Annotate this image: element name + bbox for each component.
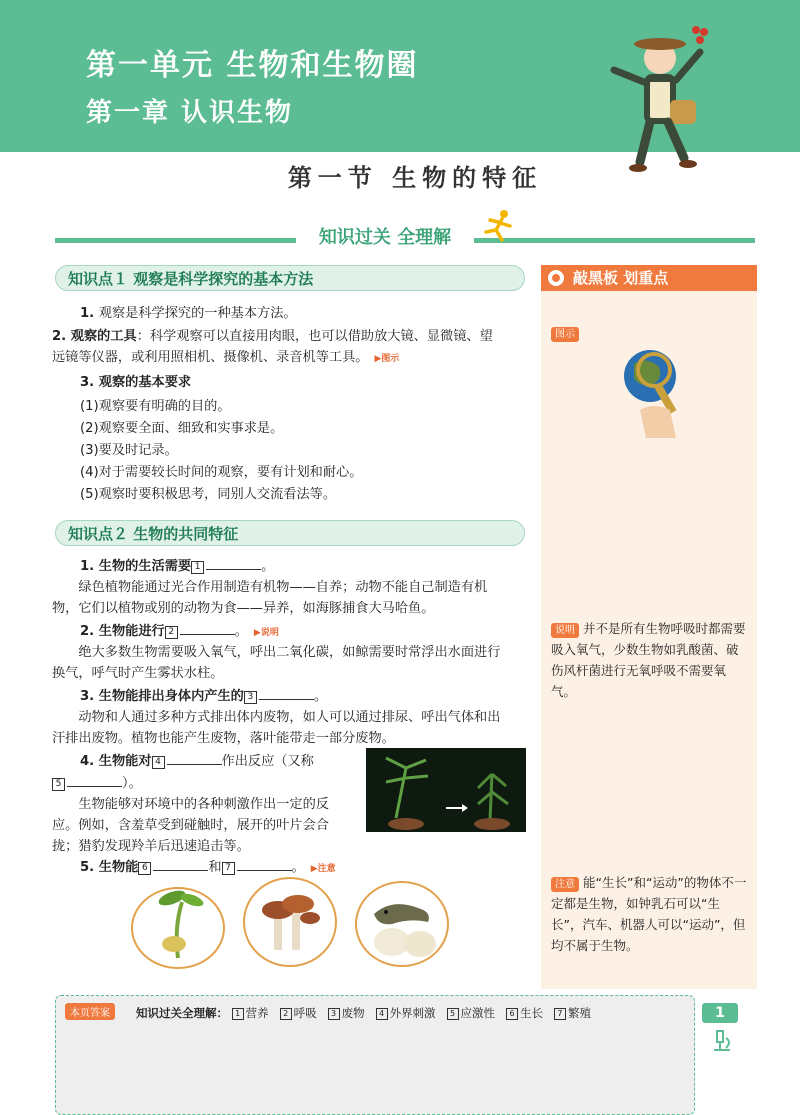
seedling-illustration bbox=[128, 878, 228, 970]
unit-title: 第一单元 生物和生物圈 bbox=[86, 48, 419, 83]
figure-tag: 图示 bbox=[551, 327, 579, 342]
kp1-item: (2)观察要全面、细致和实事求是。 bbox=[80, 421, 284, 436]
kp1-p1-text: 观察是科学探究的一种基本方法。 bbox=[98, 306, 297, 321]
running-figure-icon bbox=[478, 208, 518, 244]
kp2-s3-end: 。 bbox=[313, 689, 328, 704]
answer-value: 繁殖 bbox=[567, 1006, 591, 1020]
answer-blank[interactable] bbox=[67, 772, 122, 787]
figure-note bbox=[551, 322, 583, 342]
kp2-s5-end: 。 bbox=[291, 860, 305, 875]
kp2-s1-label: 1. 生物的生活需要 bbox=[80, 559, 192, 574]
answer-value: 应激性 bbox=[460, 1006, 496, 1020]
kp1-para-3 bbox=[80, 372, 532, 393]
microscope-icon bbox=[708, 1028, 734, 1056]
kp1-p2-label: 2. 观察的工具 bbox=[52, 329, 137, 344]
kp1-para-1 bbox=[80, 303, 532, 324]
answer-number: 4 bbox=[376, 1008, 388, 1020]
hatching-crocodile-illustration bbox=[352, 878, 452, 970]
blank-number: 3 bbox=[244, 691, 257, 704]
kp2-s2 bbox=[80, 620, 532, 644]
explain-tag: 说明 bbox=[551, 623, 579, 638]
kp2-s5-mid: 和 bbox=[208, 860, 222, 875]
answer-number: 7 bbox=[554, 1008, 566, 1020]
banner-text: 知识过关 全理解 bbox=[318, 227, 452, 248]
answer-blank[interactable] bbox=[237, 856, 292, 871]
answer-blank[interactable] bbox=[180, 620, 235, 635]
kp2-s5-label: 5. 生物能 bbox=[80, 860, 139, 875]
blank-number: 6 bbox=[138, 862, 151, 875]
kp2-s4-cont bbox=[52, 772, 337, 794]
answer-value: 营养 bbox=[245, 1006, 269, 1020]
answer-number: 2 bbox=[280, 1008, 292, 1020]
mushroom-illustration bbox=[240, 872, 340, 968]
figure-link[interactable]: ▶图示 bbox=[374, 354, 400, 364]
kp2-s4-mid: 作出反应（又称 bbox=[221, 754, 314, 769]
blank-number: 1 bbox=[191, 561, 204, 574]
mimosa-photo bbox=[366, 748, 526, 832]
answer-number: 1 bbox=[232, 1008, 244, 1020]
note-explain bbox=[551, 618, 749, 702]
kp2-s4-text: 生物能够对环境中的各种刺激作出一定的反应。例如，含羞草受到碰触时，展开的叶片会合拢；猎豹发现羚羊后迅速追击等。 bbox=[52, 797, 329, 854]
answer-value: 废物 bbox=[341, 1006, 365, 1020]
answer-number: 6 bbox=[506, 1008, 518, 1020]
kp1-item: (4)对于需要较长时间的观察，要有计划和耐心。 bbox=[80, 465, 363, 480]
answer-tag: 本页答案 bbox=[65, 1003, 115, 1020]
kp2-s1 bbox=[80, 555, 532, 577]
blank-number: 5 bbox=[52, 778, 65, 791]
kp2-s1-text: 绿色植物能通过光合作用制造有机物——自养；动物不能自己制造有机物，它们以植物或别的动物为食——异养，如海豚捕食大马哈鱼。 bbox=[52, 580, 488, 616]
note-explain-text: 并不是所有生物呼吸时都需要吸入氧气，少数生物如乳酸菌、破伤风杆菌进行无氧呼吸不需要氧气。 bbox=[551, 621, 746, 699]
kp1-p2-text: ：科学观察可以直接用肉眼，也可以借助放大镜、显微镜、望远镜等仪器，或利用照相机、摄像机、录音机等工具。 bbox=[52, 329, 493, 365]
answer-number: 3 bbox=[328, 1008, 340, 1020]
blank-number: 2 bbox=[165, 626, 178, 639]
caution-tag: 注意 bbox=[551, 877, 579, 892]
magnifier-globe-photo bbox=[610, 340, 690, 440]
kp2-s2-end: 。 bbox=[234, 624, 248, 639]
kp1-item: (3)要及时记录。 bbox=[80, 443, 178, 458]
note-caution bbox=[551, 872, 749, 956]
kp2-heading: 知识点２ 生物的共同特征 bbox=[55, 520, 525, 546]
kp1-p3-label: 3. 观察的基本要求 bbox=[80, 375, 192, 390]
kp1-p1-label: 1. bbox=[80, 306, 99, 321]
answer-value: 呼吸 bbox=[293, 1006, 317, 1020]
section-title: 第一节 生物的特征 bbox=[287, 163, 543, 192]
answer-blank[interactable] bbox=[153, 856, 208, 871]
note-link[interactable]: ▶说明 bbox=[253, 628, 279, 638]
note-caution-text: 能“生长”和“运动”的物体不一定都是生物，如钟乳石可以“生长”，汽车、机器人可以“运动”，但均不属于生物。 bbox=[551, 875, 747, 953]
sidebar-header bbox=[541, 265, 757, 291]
kp2-s1-end: 。 bbox=[261, 559, 275, 574]
kp2-s4-label: 4. 生物能对 bbox=[80, 754, 152, 769]
caution-link[interactable]: ▶注意 bbox=[310, 864, 336, 874]
kp2-s3-text: 动物和人通过多种方式排出体内废物，如人可以通过排尿、呼出气体和出汗排出废物。植物也能产生废物，落叶能带走一部分废物。 bbox=[52, 710, 501, 746]
kp2-s3-label: 3. 生物能排出身体内产生的 bbox=[80, 689, 244, 704]
kp1-heading: 知识点１ 观察是科学探究的基本方法 bbox=[55, 265, 525, 291]
kp2-s2-label: 2. 生物能进行 bbox=[80, 624, 165, 639]
kp1-para-2 bbox=[52, 326, 504, 370]
kp2-s4-end: ）。 bbox=[122, 776, 142, 791]
key-point-icon bbox=[546, 268, 568, 288]
kp2-s4 bbox=[80, 750, 365, 772]
answer-label: 知识过关全理解： bbox=[136, 1006, 228, 1020]
banner bbox=[296, 222, 474, 254]
chapter-title: 第一章 认识生物 bbox=[86, 98, 294, 128]
answer-blank[interactable] bbox=[167, 750, 222, 765]
answer-blank[interactable] bbox=[206, 555, 261, 570]
kp2-s2-text: 绝大多数生物需要吸入氧气，呼出二氧化碳，如鲸需要时常浮出水面进行换气，呼气时产生雾状水柱。 bbox=[52, 645, 501, 681]
blank-number: 4 bbox=[152, 756, 165, 769]
kp1-item: (5)观察时要积极思考，同别人交流看法等。 bbox=[80, 487, 337, 502]
answer-value: 外界刺激 bbox=[389, 1006, 436, 1020]
blank-number: 7 bbox=[222, 862, 235, 875]
kp2-s3 bbox=[80, 685, 532, 707]
cartoon-student-illustration bbox=[600, 22, 720, 182]
answer-number: 5 bbox=[447, 1008, 459, 1020]
answer-line bbox=[136, 1005, 591, 1021]
sidebar-title: 敲黑板 划重点 bbox=[573, 269, 669, 287]
page-number: 1 bbox=[702, 1003, 738, 1023]
kp1-item: (1)观察要有明确的目的。 bbox=[80, 399, 231, 414]
answer-value: 生长 bbox=[520, 1006, 543, 1020]
answer-blank[interactable] bbox=[259, 685, 314, 700]
